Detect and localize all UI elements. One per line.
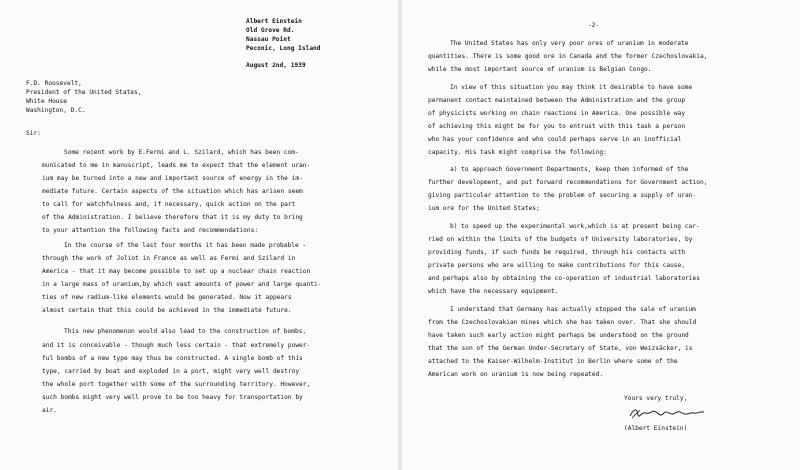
p8-line: from the Czechoslovakian mines which she has taken over. That she should: [428, 319, 697, 326]
letter-page-1: [0, 0, 398, 470]
p1-line: mediate future. Certain aspects of the situation which has arisen seem: [42, 188, 303, 195]
p1-line: to your attention the following facts and recommendations:: [42, 227, 259, 234]
p8-line: attached to the Kaiser-Wilhelm-Institut in Berlin where some of the: [428, 358, 678, 365]
p8-line: that the son of the German Under-Secretary of State, von Weizsäcker, is: [428, 345, 693, 352]
p3-line: ful bombs of a new type may thus be constructed. A single bomb of this: [42, 355, 303, 362]
recipient-line-1: F.D. Roosevelt,: [26, 80, 82, 87]
sender-street: Old Grove Rd.: [246, 27, 295, 34]
p7-line: ried on within the limits of the budgets of University laboratories, by: [428, 236, 693, 243]
letter-page-2: [402, 0, 800, 470]
p1-line: municated to me in manuscript, leads me to expect that the element uran-: [42, 162, 311, 169]
p2-line: through the work of Joliot in France as well as Fermi and Szilard in: [42, 255, 296, 262]
p5-line: who has your confidence and who could perhaps serve in an inofficial: [428, 136, 682, 143]
p8-line: have taken such early action might perhaps be understood on the ground: [428, 332, 689, 339]
p2-line: in a large mass of uranium,by which vast amounts of power and large quanti-: [42, 281, 322, 288]
p5-line: of physicists working on chain reactions in America. One possible way: [428, 110, 686, 117]
recipient-line-3: White House: [26, 98, 67, 105]
page-number: -2-: [588, 22, 600, 29]
p3-line: type, carried by boat and exploded in a port, might very well destroy: [42, 368, 300, 375]
p1-line: ium may be turned into a new and important source of energy in the im-: [42, 175, 303, 182]
sender-town: Peconic, Long Island: [246, 45, 321, 52]
p7-line: private persons who are willing to make contributions for this cause,: [428, 262, 686, 269]
p7-line: b) to speed up the experimental work,which is at present being car-: [450, 223, 700, 230]
closing: Yours very truly,: [624, 395, 688, 402]
p1-line: to call for watchfulness and, if necessary, quick action on the part: [42, 201, 296, 208]
signature-name: (Albert Einstein): [624, 425, 688, 432]
recipient-line-4: Washington, D.C.: [26, 107, 86, 114]
p7-line: which have the necessary equipment.: [428, 288, 559, 295]
p1-line: Some recent work by E.Fermi and L. Szilard, which has been com-: [64, 149, 299, 156]
p2-line: ties of new radium-like elements would be generated. Now it appears: [42, 294, 292, 301]
signature-scrawl-icon: [628, 405, 706, 421]
p4-line: quantities. There is some good ore in Canada and the former Czechoslovakia,: [428, 53, 708, 60]
p3-line: air.: [42, 407, 57, 414]
p5-line: capacity. His task might comprise the following:: [428, 149, 607, 156]
p3-line: This new phenomenon would also lead to the construction of bombs,: [64, 328, 307, 335]
p3-line: the whole port together with some of the surrounding territory. However,: [42, 381, 311, 388]
p4-line: The United States has only very poor ores of uranium in moderate: [450, 40, 689, 47]
p7-line: and perhaps also by obtaining the co-operation of industrial laboratories: [428, 275, 700, 282]
recipient-line-2: President of the United States,: [26, 89, 142, 96]
p6-line: a) to approach Government Departments, keep them informed of the: [450, 166, 689, 173]
p6-line: ium ore for the United States;: [428, 205, 540, 212]
p2-line: In the course of the last four months it has been made probable -: [64, 242, 307, 249]
sender-locality: Nassau Point: [246, 36, 291, 43]
p4-line: while the most important source of uranium is Belgian Congo.: [428, 66, 652, 73]
p2-line: America - that it may become possible to set up a nuclear chain reaction: [42, 268, 311, 275]
p8-line: American work on uranium is now being repeated.: [428, 371, 604, 378]
p6-line: giving particular attention to the problem of securing a supply of uran-: [428, 192, 697, 199]
salutation: Sir:: [26, 130, 41, 137]
p2-line: almost certain that this could be achieved in the immediate future.: [42, 307, 292, 314]
p8-line: I understand that Germany has actually stopped the sale of uranium: [450, 306, 696, 313]
sender-name: Albert Einstein: [246, 18, 302, 25]
p7-line: providing funds, if such funds be required, through his contacts with: [428, 249, 686, 256]
p5-line: of achieving this might be for you to entrust with this task a person: [428, 123, 686, 130]
letter-date: August 2nd, 1939: [246, 62, 306, 69]
p1-line: of the Administration. I believe therefore that it is my duty to bring: [42, 214, 303, 221]
p3-line: such bombs might very well prove to be too heavy for transportation by: [42, 394, 303, 401]
p3-line: and it is conceivable - though much less certain - that extremely power-: [42, 342, 311, 349]
p5-line: In view of this situation you may think it desirable to have some: [450, 84, 693, 91]
p5-line: permanent contact maintained between the Administration and the group: [428, 97, 686, 104]
p6-line: further development, and put forward recommendations for Government action,: [428, 179, 708, 186]
